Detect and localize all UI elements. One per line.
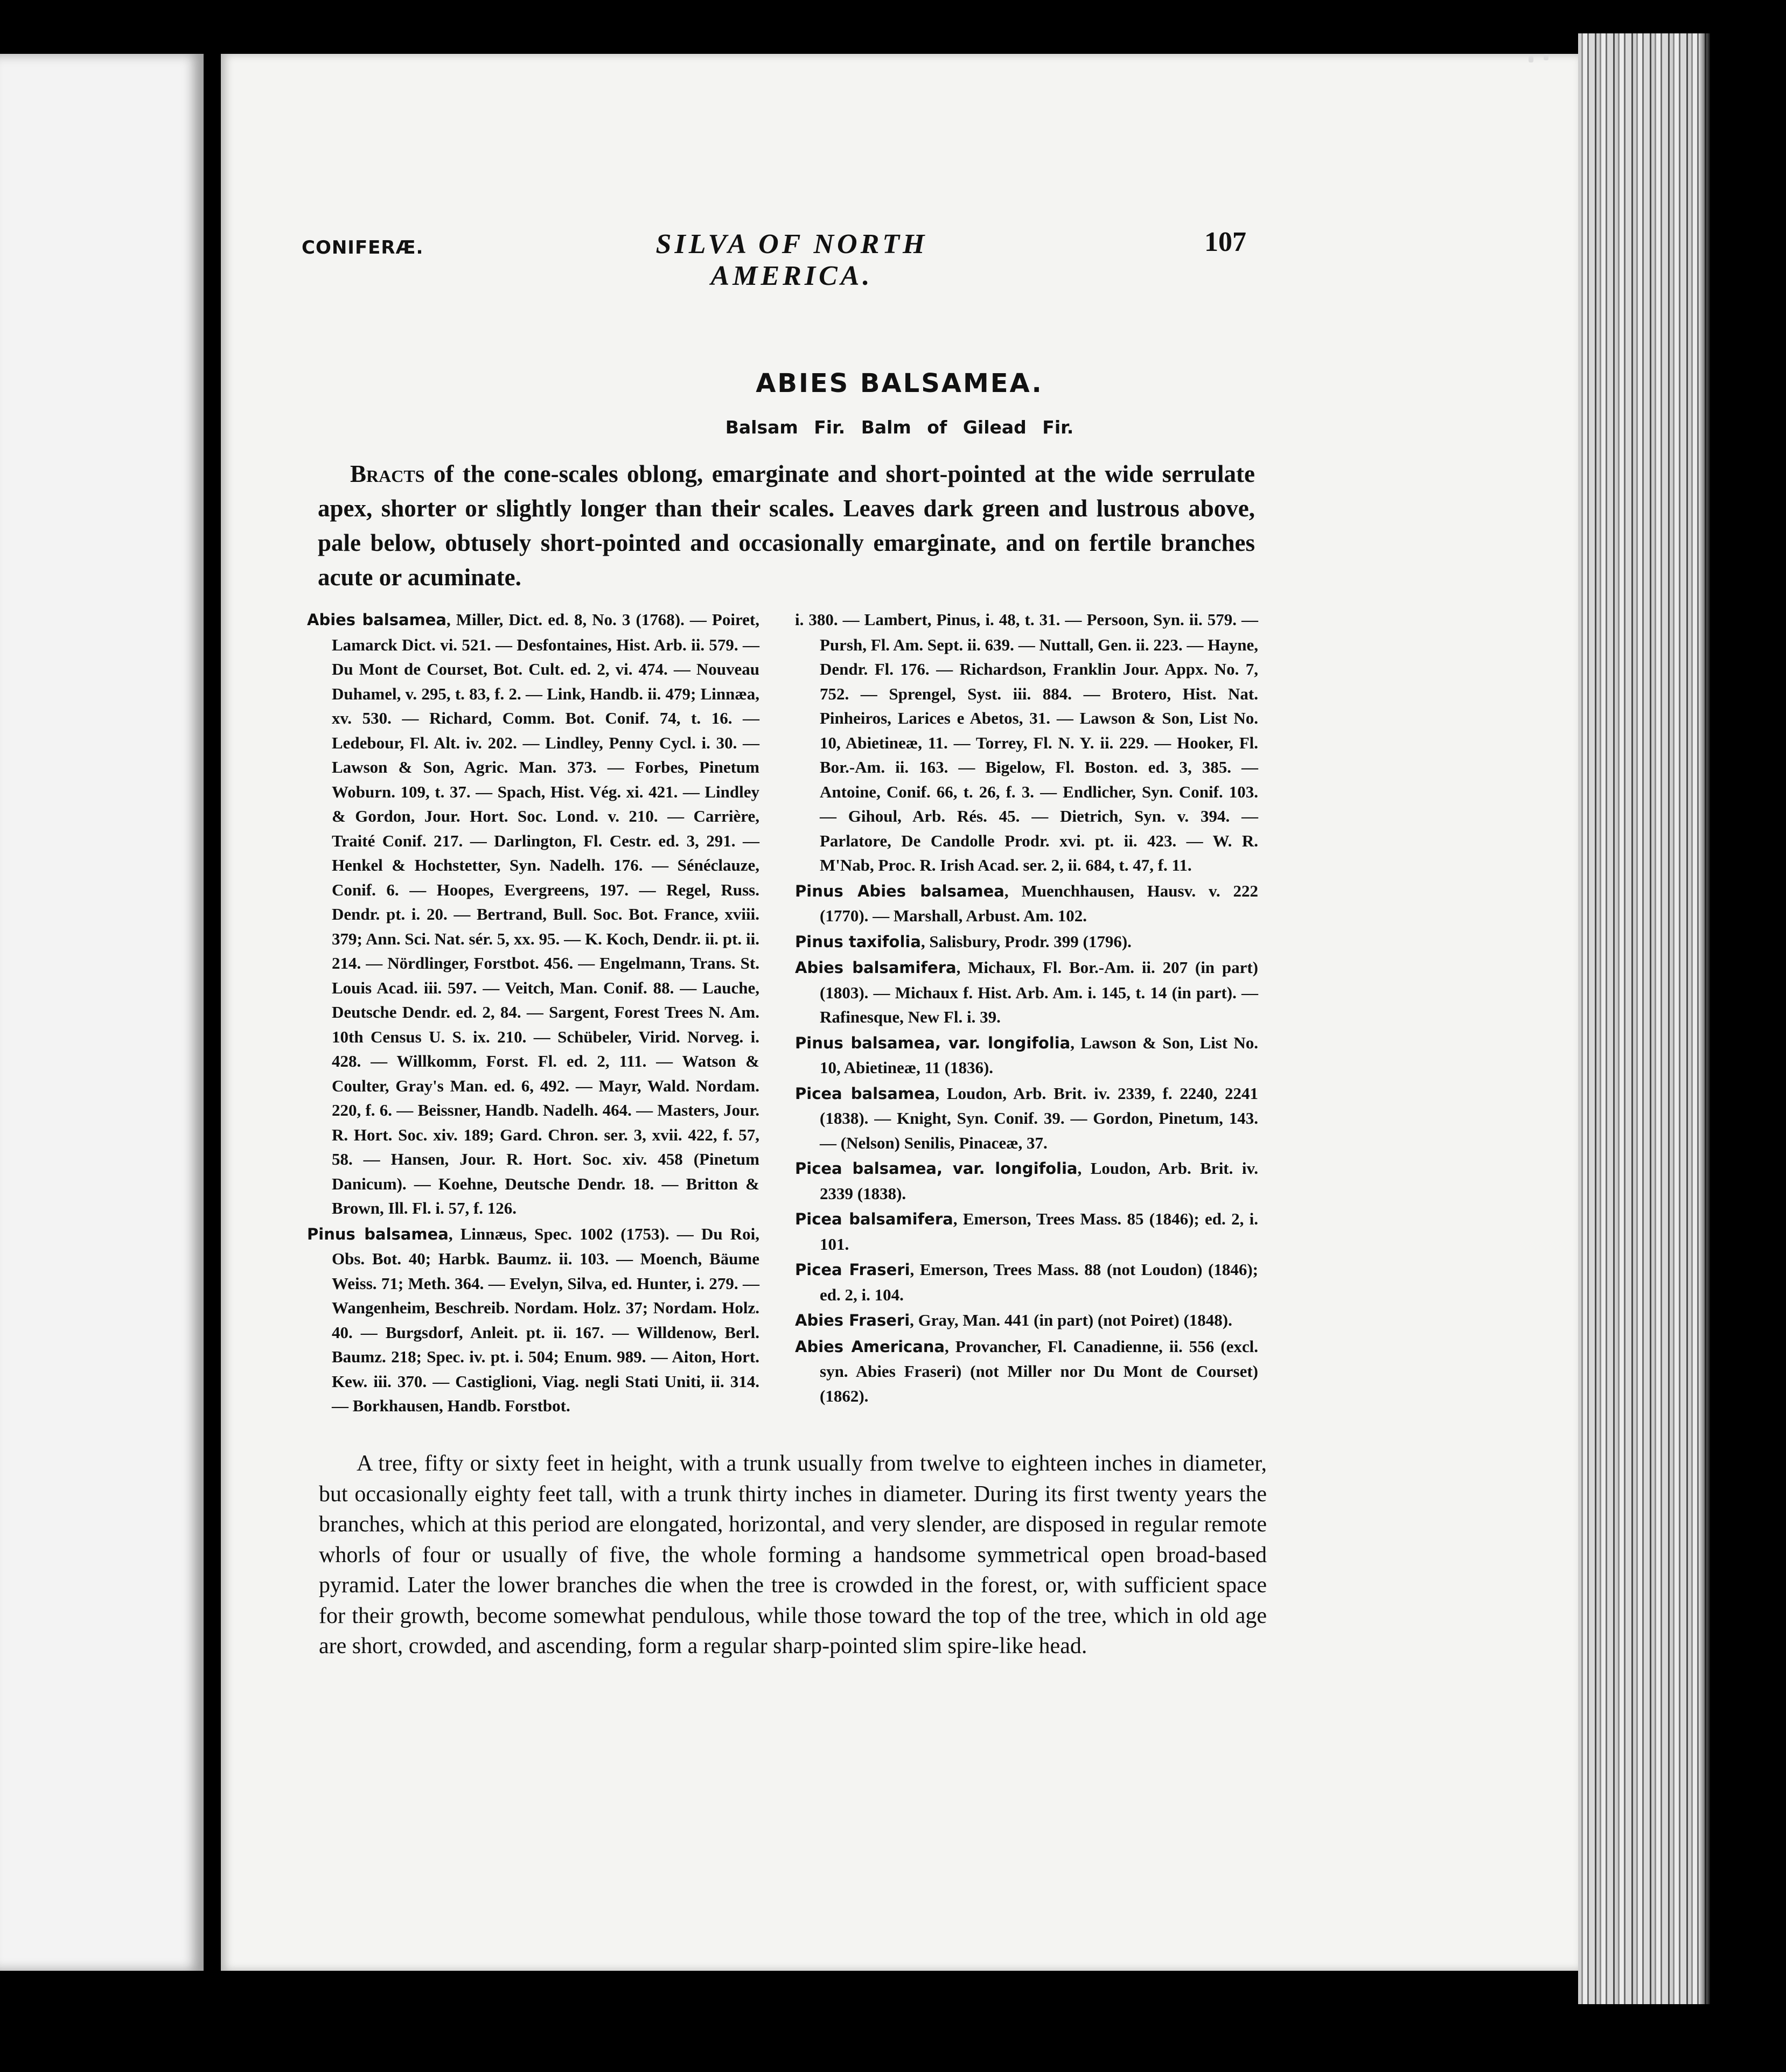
synonym-citations: , Loudon, Arb. Brit. iv. 2339 (1838). bbox=[820, 1159, 1258, 1203]
synonym-name: Pinus balsamea bbox=[307, 1224, 449, 1243]
synonym-citations: , Gray, Man. 441 (in part) (not Poiret) (1848). bbox=[910, 1311, 1232, 1329]
synonymy-left-column bbox=[307, 607, 759, 1419]
synonym-citations: , Muenchhausen, Hausv. v. 222 (1770). — Marshall, Arbust. Am. 102. bbox=[820, 881, 1258, 925]
edge-speck bbox=[1544, 54, 1548, 60]
facing-page bbox=[0, 54, 204, 1971]
synonym-citations: , Loudon, Arb. Brit. iv. 2339, f. 2240, 2241 (1838). — Knight, Syn. Conif. 39. — Gordon, Pinetum, 143. — (Nelson) Senilis, Pinaceæ, 37. bbox=[820, 1083, 1258, 1152]
section-header: CONIFERÆ. bbox=[302, 237, 424, 258]
synonym-entry bbox=[795, 955, 1258, 1030]
synonymy-right-column bbox=[795, 607, 1258, 1409]
synonym-citations: , Lawson & Son, List No. 10, Abietineæ, 11 (1836). bbox=[820, 1033, 1258, 1077]
synonym-name: Abies Fraseri bbox=[795, 1311, 910, 1329]
synonym-name: Abies balsamea bbox=[307, 611, 447, 629]
description-text: of the cone-scales oblong, emarginate and short-pointed at the wide serrulate apex, shorter or slightly longer than their scales. Leaves dark green and lustrous above, pale below, obtusely short-pointed and occasionally emarginate, and on fertile branches acute or acuminate. bbox=[318, 460, 1255, 591]
synonym-citations: , Emerson, Trees Mass. 88 (not Loudon) (1846); ed. 2, i. 104. bbox=[820, 1260, 1259, 1304]
synonym-name: Abies balsamifera bbox=[795, 958, 957, 977]
synonym-name: Abies Americana bbox=[795, 1337, 945, 1356]
synonym-citations: , Provancher, Fl. Canadienne, ii. 556 (excl. syn. Abies Fraseri) (not Miller nor Du Mont de Courset) (1862). bbox=[820, 1336, 1259, 1405]
synonym-entry bbox=[307, 1222, 759, 1418]
species-description bbox=[318, 457, 1255, 594]
running-title: SILVA OF NORTH AMERICA. bbox=[655, 229, 928, 291]
synonym-citations: , Emerson, Trees Mass. 85 (1846); ed. 2, i. 101. bbox=[820, 1209, 1258, 1254]
synonym-entry bbox=[795, 1081, 1258, 1156]
synonym-entry bbox=[795, 607, 1258, 878]
synonym-entry bbox=[795, 1156, 1258, 1206]
page-edges bbox=[1578, 33, 1710, 2004]
common-names: Balsam Fir. Balm of Gilead Fir. bbox=[725, 417, 1074, 438]
synonym-entry bbox=[795, 1308, 1258, 1333]
synonym-citations: , Miller, Dict. ed. 8, No. 3 (1768). — Poiret, Lamarck Dict. vi. 521. — Desfontaines, Hist. Arb. ii. 579. — Du Mont de Courset, Bot. Cult. ed. 2, vi. 474. — Nouveau Duhamel, v. 295, t. 83, f. 2. — Link, Handb. ii. 479; Linnæa, xv. 530. — Richard, Comm. Bot. Conif. 74, t. 16. — Ledebour, Fl. Alt. iv. 202. — Lindley, Penny Cycl. i. 30. — Lawson & Son, Agric. Man. 373. — Forbes, Pinetum Woburn. 109, t. 37. — Spach, Hist. Vég. xi. 421. — Lindley & Gordon, Jour. Hort. Soc. Lond. v. 210. — Carrière, Traité Conif. 217. — Darlington, Fl. Cestr. ed. 3, 291. — Henkel & Hochstetter, Syn. Nadelh. 176. — Sénéclauze, Conif. 6. — Hoopes, Evergreens, 197. — Regel, Russ. Dendr. pt. i. 20. — Bertrand, Bull. Soc. Bot. France, xviii. 379; Ann. Sci. Nat. sér. 5, xx. 95. — K. Koch, Dendr. ii. pt. ii. 214. — Nördlinger, Forstbot. 456. — Engelmann, Trans. St. Louis Acad. iii. 597. — Veitch, Man. Conif. 88. — Lauche, Deutsche Dendr. ed. 2, 84. — Sargent, Forest Trees N. Am. 10th Census U. S. ix. 210. — Schübeler, Virid. Norveg. i. 428. — Willkomm, Forst. Fl. ed. 2, 111. — Watson & Coulter, Gray's Man. ed. 6, 492. — Mayr, Wald. Nordam. 220, f. 6. — Beissner, Handb. Nadelh. 464. — Masters, Jour. R. Hort. Soc. xiv. 189; Gard. Chron. ser. 3, xvii. 422, f. 57, 58. — Hansen, Jour. R. Hort. Soc. xiv. 458 (Pinetum Danicum). — Koehne, Deutsche Dendr. 18. — Britton & Brown, Ill. Fl. i. 57, f. 126. bbox=[332, 610, 760, 1217]
species-title: ABIES BALSAMEA. bbox=[756, 368, 1043, 398]
synonym-citations: , Salisbury, Prodr. 399 (1796). bbox=[920, 932, 1132, 951]
synonym-name: Picea balsamea, var. longifolia bbox=[795, 1159, 1078, 1178]
synonym-entry bbox=[795, 929, 1258, 955]
synonym-name: Pinus balsamea, var. longifolia bbox=[795, 1033, 1071, 1052]
description-lead: Bracts bbox=[350, 460, 425, 487]
synonym-name: Pinus taxifolia bbox=[795, 932, 921, 951]
synonym-name: Pinus Abies balsamea bbox=[795, 881, 1004, 900]
synonym-name: Picea balsamifera bbox=[795, 1210, 953, 1228]
synonym-citations: i. 380. — Lambert, Pinus, i. 48, t. 31. — Persoon, Syn. ii. 579. — Pursh, Fl. Am. Sept. ii. 639. — Nuttall, Gen. ii. 223. — Hayne, Dendr. Fl. 176. — Richardson, Franklin Jour. Appx. No. 7, 752. — Sprengel, Syst. iii. 884. — Brotero, Hist. Nat. Pinheiros, Larices e Abetos, 31. — Lawson & Son, List No. 10, Abietineæ, 11. — Torrey, Fl. N. Y. ii. 229. — Hooker, Fl. Bor.-Am. ii. 163. — Bigelow, Fl. Boston. ed. 3, 385. — Antoine, Conif. 66, t. 26, f. 3. — Endlicher, Syn. Conif. 103. — Gihoul, Arb. Rés. 45. — Dietrich, Syn. v. 394. — Parlatore, De Candolle Prodr. xvi. pt. ii. 423. — W. R. M'Nab, Proc. R. Irish Acad. ser. 2, ii. 684, t. 47, f. 11. bbox=[795, 610, 1258, 874]
synonym-entry bbox=[795, 1334, 1258, 1409]
synonym-name: Picea Fraseri bbox=[795, 1261, 910, 1279]
synonym-entry bbox=[795, 1207, 1258, 1256]
synonym-entry bbox=[307, 607, 759, 1221]
synonym-citations: , Linnæus, Spec. 1002 (1753). — Du Roi, Obs. Bot. 40; Harbk. Baumz. ii. 103. — Moench, Bäume Weiss. 71; Meth. 364. — Evelyn, Silva, ed. Hunter, i. 279. — Wangenheim, Beschreib. Nordam. Holz. 37; Nordam. Holz. 40. — Burgsdorf, Anleit. pt. ii. 167. — Willdenow, Berl. Baumz. 218; Spec. iv. pt. i. 504; Enum. 989. — Aiton, Hort. Kew. iii. 370. — Castiglioni, Viag. negli Stati Uniti, ii. 314. — Borkhausen, Handb. Forstbot. bbox=[332, 1224, 759, 1415]
synonym-name: Picea balsamea bbox=[795, 1084, 936, 1103]
edge-speck bbox=[1529, 56, 1533, 62]
synonym-entry bbox=[795, 1031, 1258, 1080]
tree-description-paragraph: A tree, fifty or sixty feet in height, with a trunk usually from twelve to eighteen inches in diameter, but occasionally eighty feet tall, with a trunk thirty inches in diameter. During its first twenty years the branches, which at this period are elongated, horizontal, and very slender, are disposed in regular remote whorls of four or usually of five, the whole forming a handsome symmetrical open broad-based pyramid. Later the lower branches die when the tree is crowded in the forest, or, with sufficient space for their growth, become somewhat pendulous, while those toward the top of the tree, which in old age are short, crowded, and ascending, form a regular sharp-pointed slim spire-like head. bbox=[319, 1451, 1267, 1658]
synonym-entry bbox=[795, 879, 1258, 928]
synonym-entry bbox=[795, 1257, 1258, 1307]
synonym-citations: , Michaux, Fl. Bor.-Am. ii. 207 (in part) (1803). — Michaux f. Hist. Arb. Am. i. 145, t. 14 (in part). — Rafinesque, New Fl. i. 39. bbox=[820, 958, 1258, 1026]
page-number: 107 bbox=[1204, 227, 1246, 257]
